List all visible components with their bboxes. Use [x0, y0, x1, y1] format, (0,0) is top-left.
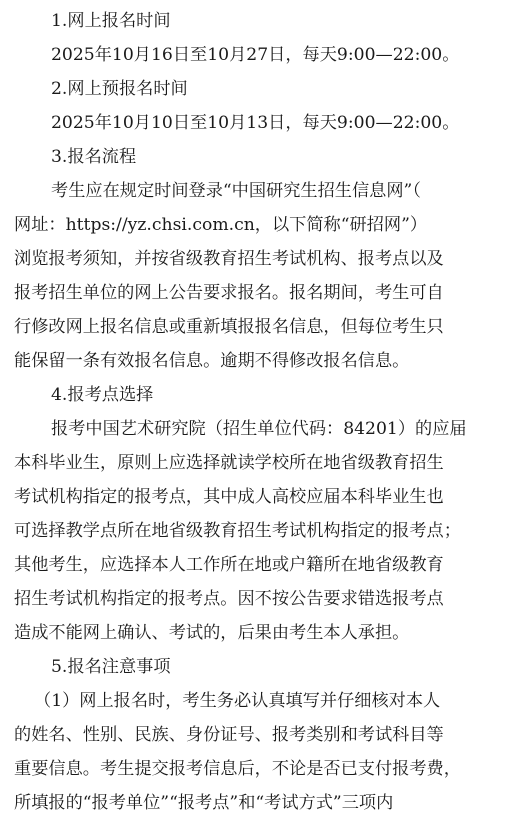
paragraph-line: 本科毕业生，原则上应选择就读学校所在地省级教育招生 [14, 453, 444, 473]
paragraph-line: 行修改网上报名信息或重新填报报名信息，但每位考生只 [14, 317, 444, 337]
paragraph-line: 的姓名、性别、民族、身份证号、报考类别和考试科目等 [14, 725, 444, 745]
paragraph-line: 2025年10月10日至10月13日，每天9:00—22:00。 [51, 113, 460, 133]
heading-registration-process: 3.报名流程 [51, 147, 137, 167]
paragraph-line: （1）网上报名时，考生务必认真填写并仔细核对本人 [34, 691, 441, 711]
heading-exam-site-selection: 4.报考点选择 [51, 385, 154, 405]
paragraph-line: 报考招生单位的网上公告要求报名。报名期间，考生可自 [14, 283, 444, 303]
paragraph-line: 造成不能网上确认、考试的，后果由考生本人承担。 [14, 623, 410, 643]
paragraph-line: 所填报的“报考单位”“报考点”和“考试方式”三项内 [14, 793, 394, 813]
paragraph-line: 考试机构指定的报考点，其中成人高校应届本科毕业生也 [14, 487, 444, 507]
paragraph-line: 网址：https://yz.chsi.com.cn，以下简称“研招网”） [14, 215, 428, 235]
paragraph-line: 重要信息。考生提交报考信息后，不论是否已支付报考费， [14, 759, 461, 779]
paragraph-line: 招生考试机构指定的报考点。因不按公告要求错选报考点 [14, 589, 444, 609]
paragraph-line: 考生应在规定时间登录“中国研究生招生信息网”（ [51, 181, 421, 201]
heading-registration-notes: 5.报名注意事项 [51, 657, 171, 677]
paragraph-line: 2025年10月16日至10月27日，每天9:00—22:00。 [51, 45, 460, 65]
paragraph-line: 浏览报考须知，并按省级教育招生考试机构、报考点以及 [14, 249, 444, 269]
heading-online-registration-time: 1.网上报名时间 [51, 11, 171, 31]
paragraph-line: 其他考生，应选择本人工作所在地或户籍所在地省级教育 [14, 555, 444, 575]
paragraph-line: 报考中国艺术研究院（招生单位代码：84201）的应届 [51, 419, 467, 439]
paragraph-line: 能保留一条有效报名信息。逾期不得修改报名信息。 [14, 351, 410, 371]
heading-pre-registration-time: 2.网上预报名时间 [51, 79, 188, 99]
paragraph-line: 可选择教学点所在地省级教育招生考试机构指定的报考点； [14, 521, 461, 541]
